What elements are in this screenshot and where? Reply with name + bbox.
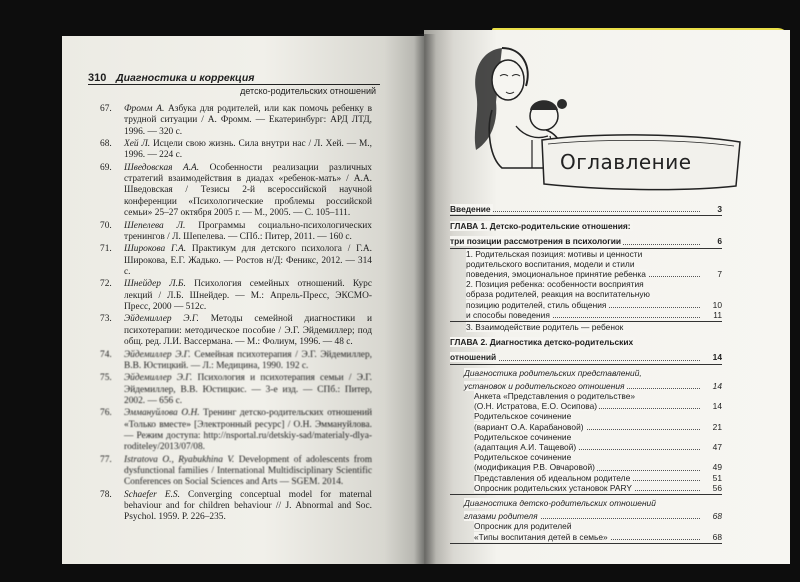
toc-separator bbox=[450, 494, 722, 495]
reference-author: Хей Л. bbox=[124, 139, 151, 150]
toc-entry-label bbox=[474, 473, 700, 483]
toc-entry-label bbox=[474, 521, 700, 531]
reference-number: 75. bbox=[100, 373, 112, 384]
reference-author: Широкова Г.А. bbox=[124, 244, 187, 255]
toc-page-number: 56 bbox=[712, 482, 722, 493]
toc-entry-text: Анкета «Представления о родительстве» bbox=[474, 391, 636, 402]
toc-entry-text: (вариант О.А. Карабановой) bbox=[474, 421, 584, 432]
reference-item bbox=[100, 104, 372, 138]
reference-body: Программы социально-психологических тренингов / Л. Шепелева. — СПб.: Питер, 2011. — 160 с. bbox=[124, 220, 372, 242]
toc-entry-text: Диагностика родительских представлений, bbox=[464, 367, 642, 378]
reference-text bbox=[124, 408, 372, 453]
toc-separator bbox=[450, 543, 722, 544]
toc-entry-text: 3. Взаимодействие родитель — ребенок bbox=[466, 322, 624, 333]
toc-separator bbox=[450, 215, 722, 216]
reference-author: Schaefer E.S. bbox=[124, 489, 180, 500]
toc-entry-label bbox=[450, 221, 700, 231]
running-head-rule bbox=[88, 84, 380, 85]
running-title-sub: детско-родительских отношений bbox=[240, 86, 376, 96]
toc-entry-label bbox=[464, 498, 700, 508]
book-gutter bbox=[414, 34, 436, 564]
toc-entry-text: образа родителей, реакция на воспитательную bbox=[466, 289, 650, 300]
toc-entry bbox=[450, 381, 722, 391]
reference-item bbox=[100, 163, 372, 219]
toc-entry bbox=[450, 259, 722, 269]
reference-item bbox=[100, 244, 372, 278]
toc-entry-text: ГЛАВА 2. Диагностика детско-родительских bbox=[450, 337, 634, 348]
toc-entry-text: и способы поведения bbox=[466, 309, 550, 320]
reference-author: Шепелева Л. bbox=[124, 220, 186, 231]
reference-text bbox=[124, 314, 372, 348]
reference-number: 72. bbox=[100, 279, 112, 290]
toc-entry-text: глазами родителя bbox=[464, 511, 538, 522]
reference-author: Istratova O., Ryabukhina V. bbox=[124, 454, 235, 465]
reference-text bbox=[124, 104, 372, 138]
reference-number: 68. bbox=[100, 139, 112, 150]
toc-entry-text: ГЛАВА 1. Детско-родительские отношения: bbox=[450, 221, 631, 232]
toc-entry-text: поведения, эмоциональное принятие ребенка bbox=[466, 269, 646, 280]
running-head bbox=[88, 72, 380, 102]
reference-author: Фромм А. bbox=[124, 104, 165, 114]
reference-body: Методы семейной диагностики и психотерапии: методическое пособие / Э.Г. Эйдемиллер; под общ. ред. Л.И. Вассермана. — М.: Фолиум, 1996. — 48 с. bbox=[124, 314, 372, 348]
toc-entry-label bbox=[474, 391, 700, 401]
reference-author: Эйдемиллер Э.Г. bbox=[124, 373, 193, 384]
toc-entry-label bbox=[450, 204, 700, 214]
toc-entry-label bbox=[464, 381, 700, 391]
toc-entry-label bbox=[474, 483, 700, 493]
toc-entry bbox=[450, 337, 722, 347]
toc-entry bbox=[450, 401, 722, 411]
toc-entry-text: Родительское сочинение bbox=[474, 452, 572, 463]
toc-entry bbox=[450, 498, 722, 508]
reference-body: Converging conceptual model for maternal behaviour and for children behaviour // J. Abnormal and Soc. Psychol. 1959. P. 226–235. bbox=[124, 489, 373, 523]
toc-entry-label bbox=[466, 310, 700, 320]
reference-body: Азбука для родителей, или как помочь ребенку в трудной ситуации / А. Фромм. — Екатеринбург: АРД ЛТД, 1996. — 320 с. bbox=[124, 104, 373, 137]
reference-author: Эммануйлова О.Н. bbox=[124, 408, 200, 419]
reference-author: Эйдемиллер Э.Г. bbox=[124, 349, 191, 360]
reference-body: Психология и психотерапия семьи / Э.Г. Эйдемиллер, В.В. Юстицкис. — 3-е изд. — СПб.: Питер, 2002. — 656 с. bbox=[124, 373, 372, 406]
toc-entry bbox=[450, 269, 722, 279]
reference-item bbox=[100, 221, 372, 244]
reference-number: 73. bbox=[100, 314, 112, 325]
toc-entry-label bbox=[474, 432, 700, 442]
reference-number: 69. bbox=[100, 162, 112, 173]
toc-entry-label bbox=[466, 259, 700, 269]
toc-entry-text: 1. Родительская позиция: мотивы и ценности bbox=[466, 248, 643, 259]
reference-text bbox=[124, 163, 372, 219]
toc-entry-text: Введение bbox=[450, 204, 491, 214]
reference-item bbox=[100, 408, 372, 453]
toc-page-number: 14 bbox=[712, 401, 722, 412]
reference-text bbox=[124, 455, 372, 489]
reference-number: 67. bbox=[100, 104, 112, 114]
toc-entry-label bbox=[474, 411, 700, 421]
toc-entry-text: Родительское сочинение bbox=[474, 411, 572, 422]
toc-entry-label bbox=[450, 352, 700, 362]
toc-entry-text: Опросник родительских установок PARY bbox=[474, 482, 632, 493]
reference-number: 77. bbox=[100, 454, 112, 465]
reference-text bbox=[124, 373, 372, 407]
toc-entry-label bbox=[474, 452, 700, 462]
reference-text bbox=[124, 490, 372, 524]
toc-entry-text: «Типы воспитания детей в семье» bbox=[474, 531, 608, 542]
reference-item bbox=[100, 490, 372, 524]
toc-entry bbox=[450, 322, 722, 332]
reference-body: Development of adolescents from dysfunctional families / International Multidisciplinary Scientific Conferences on Social Sciences and Arts — SGEM. 2014. bbox=[124, 454, 372, 488]
toc-entry-label bbox=[466, 322, 700, 332]
toc-entry bbox=[450, 532, 722, 542]
toc-page-number: 21 bbox=[712, 421, 722, 432]
toc-entry-label bbox=[466, 300, 700, 310]
toc-entry-label bbox=[466, 279, 700, 289]
toc-page-number: 14 bbox=[712, 352, 722, 363]
toc-page-number: 14 bbox=[712, 380, 722, 391]
toc-entry-text: отношений bbox=[450, 352, 497, 363]
toc-page-number: 49 bbox=[712, 462, 722, 473]
page-number: 310 bbox=[88, 72, 107, 84]
toc-page-number: 68 bbox=[712, 511, 722, 522]
toc-entry-text: родительского воспитания, модели и стили bbox=[466, 258, 635, 269]
toc-page-number: 51 bbox=[712, 472, 722, 483]
reference-number: 74. bbox=[100, 349, 112, 360]
toc-entry bbox=[450, 422, 722, 432]
toc-entry-text: установок и родительского отношения bbox=[464, 380, 625, 391]
toc-entry-text: (адаптация А.И. Тащевой) bbox=[474, 442, 577, 453]
reference-item bbox=[100, 279, 372, 313]
toc-entry-label bbox=[450, 337, 700, 347]
toc-entry bbox=[450, 521, 722, 531]
toc-entry bbox=[450, 300, 722, 310]
reference-number: 71. bbox=[100, 244, 112, 255]
reference-body: Особенности реализации различных стратегий взаимодействия в диадах «ребенок-мать» / А.А. Шведовская / Тезисы 2-й всероссийской научной конференции «Психологические проблемы российской семьи» 25–27 октября 2005 г. — М., 2005. — С. 105–111. bbox=[124, 162, 372, 219]
toc-entry-text: позицию родителей, стиль общения bbox=[466, 299, 607, 310]
reference-author: Шведовская А.А. bbox=[124, 162, 200, 173]
toc-entry-label bbox=[466, 249, 700, 259]
toc-entry bbox=[450, 289, 722, 299]
reference-text bbox=[124, 221, 372, 244]
reference-item bbox=[100, 314, 372, 348]
reference-text bbox=[124, 244, 372, 278]
toc-page-number: 47 bbox=[712, 442, 722, 453]
toc-entry bbox=[450, 204, 722, 214]
reference-text bbox=[124, 279, 372, 313]
reference-item bbox=[100, 139, 372, 162]
reference-body: Практикум для детского психолога / Г.А. Широкова, Е.Г. Жадько. — Ростов н/Д: Феникс, 2012. — 314 с. bbox=[124, 244, 372, 277]
toc-entry bbox=[450, 473, 722, 483]
toc-entry-label bbox=[466, 289, 700, 299]
toc-entry-label bbox=[474, 422, 700, 432]
toc-entry bbox=[450, 279, 722, 289]
toc-entry-label bbox=[450, 236, 700, 246]
toc-entry-label bbox=[474, 401, 700, 411]
running-title-main: Диагностика и коррекция bbox=[116, 72, 255, 84]
toc-entry bbox=[450, 249, 722, 259]
toc-entry bbox=[450, 221, 722, 231]
toc-entry-label bbox=[466, 269, 700, 279]
toc-entry bbox=[450, 352, 722, 362]
reference-body: Исцели свою жизнь. Сила внутри нас / Л. Хей. — М., 1996. — 224 с. bbox=[124, 139, 372, 161]
toc-page-number: 10 bbox=[712, 299, 722, 310]
toc-entry bbox=[450, 442, 722, 452]
toc-entry-label bbox=[474, 532, 700, 542]
toc-entry-text: три позиции рассмотрения в психологии bbox=[450, 236, 622, 247]
toc-entry-label bbox=[464, 368, 700, 378]
reference-text bbox=[124, 350, 372, 373]
reference-body: Тренинг детско-родительских отношений «Только вместе» [Электронный ресурс] / О.Н. Эммануйлова. — Режим доступа: http://nsportal.ru/detskiy-sad/materialy-dlya-roditeley/2013/07/08. bbox=[124, 408, 372, 453]
toc-heading: Оглавление bbox=[560, 150, 692, 174]
reference-body: Семейная психотерапия / Э.Г. Эйдемиллер, В.В. Юстицкий. — Л.: Медицина, 1990. 192 с. bbox=[124, 349, 372, 371]
reference-number: 76. bbox=[100, 408, 112, 419]
toc-entry bbox=[450, 452, 722, 462]
toc-entry-text: Родительское сочинение bbox=[474, 431, 572, 442]
toc-entry bbox=[450, 483, 722, 493]
toc-entry-text: (модификация Р.В. Овчаровой) bbox=[474, 462, 595, 473]
toc-entry bbox=[450, 511, 722, 521]
toc-entry bbox=[450, 310, 722, 320]
toc-entry-label bbox=[474, 442, 700, 452]
reference-item bbox=[100, 455, 372, 489]
reference-list bbox=[100, 104, 372, 525]
toc-entry-text: (О.Н. Истратова, Е.О. Осипова) bbox=[474, 401, 598, 412]
reference-item bbox=[100, 373, 372, 407]
toc-entry-label bbox=[474, 462, 700, 472]
reference-number: 78. bbox=[100, 489, 112, 500]
toc-entry bbox=[450, 432, 722, 442]
reference-body: Психология семейных отношений. Курс лекций / Л.Б. Шнейдер. — М.: Апрель-Пресс, ЭКСМО-Пресс, 2000 — 512с. bbox=[124, 279, 372, 312]
toc-page-number: 6 bbox=[717, 236, 722, 247]
toc-entry bbox=[450, 368, 722, 378]
toc-entry-text: 2. Позиция ребенка: особенности восприятия bbox=[466, 279, 644, 290]
table-of-contents bbox=[450, 199, 722, 544]
toc-entry bbox=[450, 391, 722, 401]
toc-page-number: 11 bbox=[713, 309, 722, 320]
toc-entry-text: Представления об идеальном родителе bbox=[474, 472, 631, 483]
toc-entry bbox=[450, 462, 722, 472]
toc-separator bbox=[450, 364, 722, 365]
toc-entry bbox=[450, 411, 722, 421]
reference-author: Эйдемиллер Э.Г. bbox=[124, 314, 199, 325]
reference-item bbox=[100, 350, 372, 373]
reference-number: 70. bbox=[100, 220, 112, 231]
toc-entry-text: Опросник для родителей bbox=[474, 521, 572, 532]
toc-entry-text: Диагностика детско-родительских отношений bbox=[464, 498, 656, 509]
toc-page-number: 3 bbox=[717, 204, 722, 214]
toc-entry bbox=[450, 236, 722, 246]
toc-entry-label bbox=[464, 511, 700, 521]
reference-text bbox=[124, 139, 372, 162]
toc-page-number: 68 bbox=[712, 531, 722, 542]
reference-author: Шнейдер Л.Б. bbox=[124, 279, 186, 290]
toc-page-number: 7 bbox=[717, 269, 722, 280]
